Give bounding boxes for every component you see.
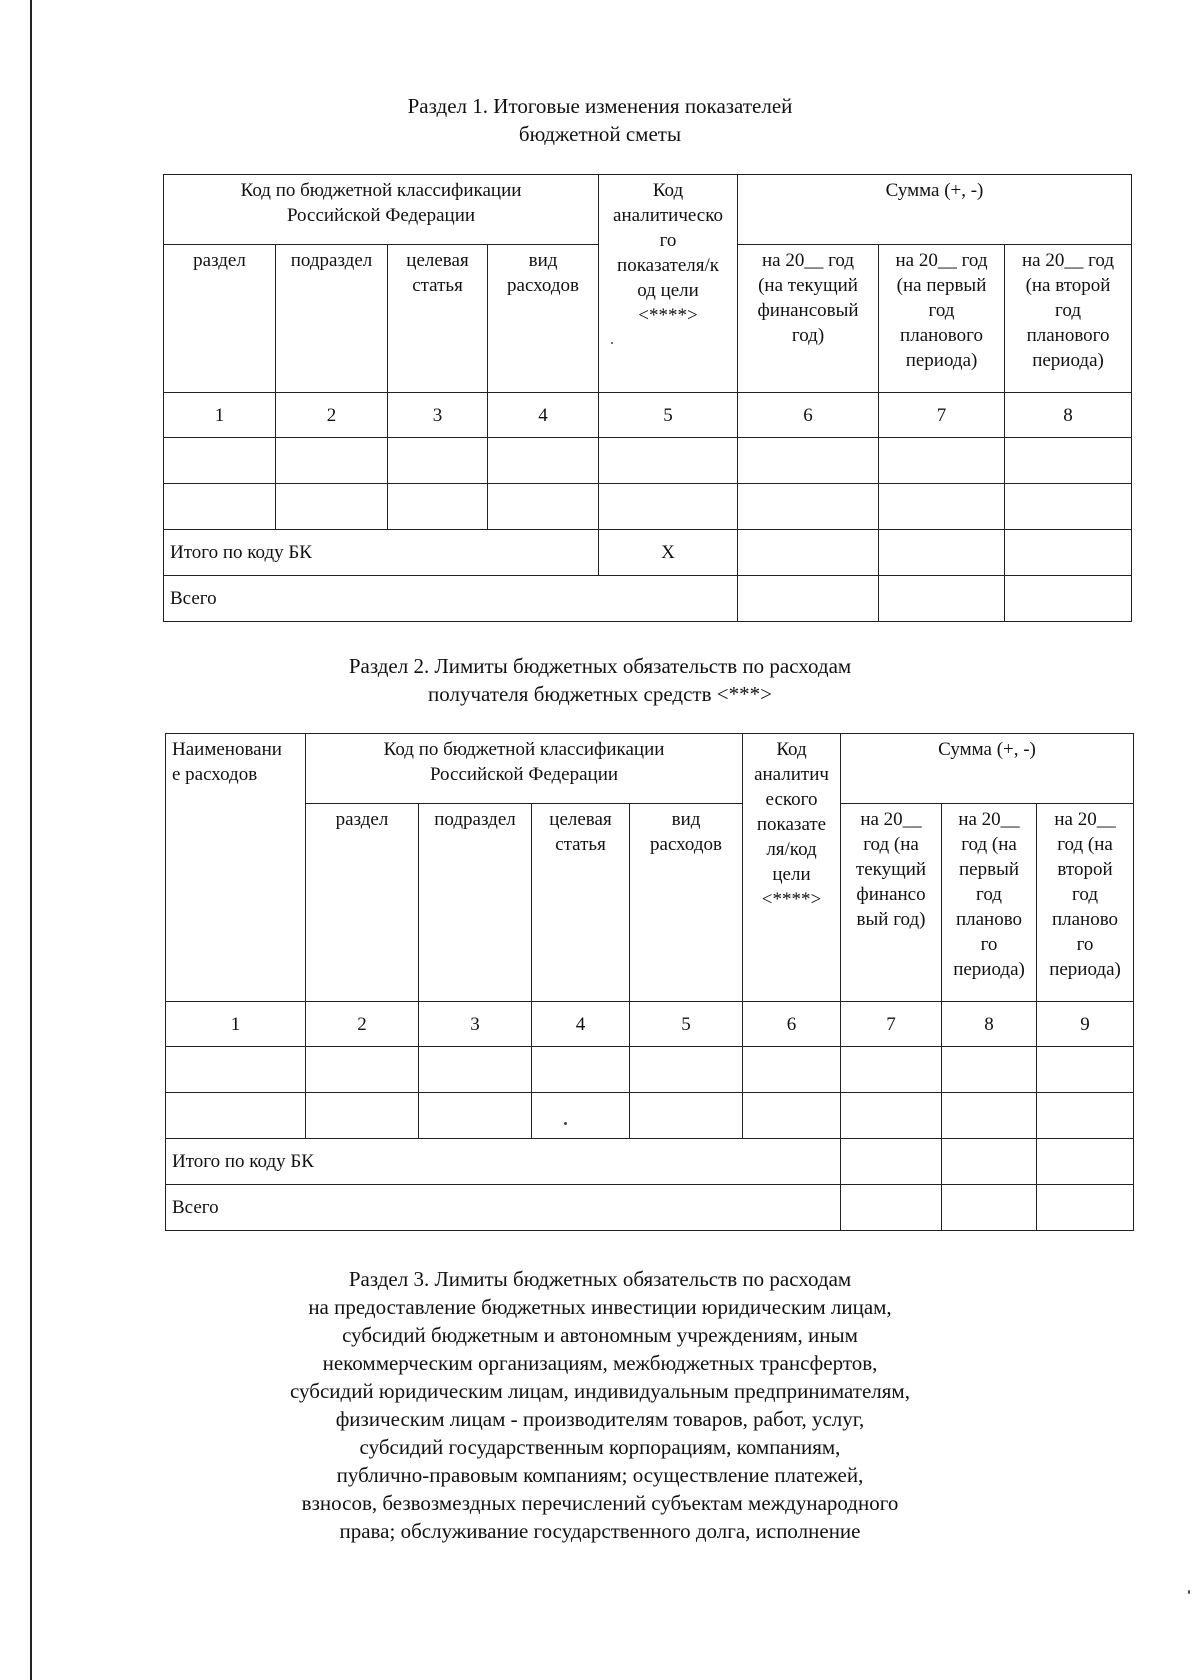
- s1-total-cell: [738, 530, 879, 576]
- s1-total-by-bk-label: Итого по коду БК: [164, 530, 599, 576]
- s2-header-razdel: раздел: [306, 804, 419, 1002]
- s2-col-number: 7: [841, 1002, 942, 1047]
- scan-speck: [611, 342, 613, 344]
- section2-heading-line2: получателя бюджетных средств <***>: [428, 682, 772, 706]
- scan-speck: [564, 1122, 567, 1125]
- section1-heading: [0, 92, 1200, 148]
- s1-header-sum-group: Сумма (+, -): [738, 175, 1132, 245]
- s1-grand-total-cell: [738, 576, 879, 622]
- s1-grand-total-label: Всего: [164, 576, 738, 622]
- s1-header-vid: вид расходов: [488, 245, 599, 393]
- s1-col-number: 5: [599, 393, 738, 438]
- section3-heading-line: некоммерческим организациям, межбюджетных трансфертов,: [322, 1351, 878, 1375]
- s2-header-year-current: на 20__ год (на текущий финансо вый год): [841, 804, 942, 1002]
- scan-speck: [1188, 1590, 1190, 1594]
- s2-grand-total-cell: [942, 1185, 1037, 1231]
- section3-heading-line: Раздел 3. Лимиты бюджетных обязательств по расходам: [348, 1267, 852, 1291]
- s1-grand-total-cell: [1005, 576, 1132, 622]
- s1-col-number: 6: [738, 393, 879, 438]
- s2-col-number: 4: [532, 1002, 630, 1047]
- s1-col-number: 4: [488, 393, 599, 438]
- s2-header-year-first: на 20__ год (на первый год планово го периода): [942, 804, 1037, 1002]
- s2-col-number: 5: [630, 1002, 743, 1047]
- section2-heading-line1: Раздел 2. Лимиты бюджетных обязательств по расходам: [348, 654, 852, 678]
- s1-col-number: 7: [879, 393, 1005, 438]
- s2-header-sum-group: Сумма (+, -): [841, 734, 1134, 804]
- s1-empty-row: [164, 438, 1132, 484]
- s2-col-number: 8: [942, 1002, 1037, 1047]
- s1-header-year-first: на 20__ год (на первый год планового периода): [879, 245, 1005, 393]
- s2-grand-total-label: Всего: [166, 1185, 841, 1231]
- section3-heading-line: взносов, безвозмездных перечислений субъектам международного: [301, 1491, 899, 1515]
- s1-header-analytic-code: Код аналитическо го показателя/к од цели <****>: [599, 175, 738, 393]
- s1-col-number: 3: [388, 393, 488, 438]
- section3-heading-line: субсидий юридическим лицам, индивидуальным предпринимателям,: [290, 1379, 910, 1403]
- section1-table: [163, 174, 1132, 622]
- s2-header-tselevaya: целевая статья: [532, 804, 630, 1002]
- s2-header-podrazdel: подраздел: [419, 804, 532, 1002]
- s2-empty-row: [166, 1047, 1134, 1093]
- s2-header-expense-name: Наименовани е расходов: [166, 734, 306, 1002]
- s1-header-year-second: на 20__ год (на второй год планового периода): [1005, 245, 1132, 393]
- s2-grand-total-cell: [841, 1185, 942, 1231]
- s2-col-number: 2: [306, 1002, 419, 1047]
- section1-heading-line1: Раздел 1. Итоговые изменения показателей: [407, 94, 793, 118]
- section3-heading-line: субсидий бюджетным и автономным учреждениям, иным: [342, 1323, 858, 1347]
- s1-total-cell: [879, 530, 1005, 576]
- s2-col-number: 1: [166, 1002, 306, 1047]
- s1-col-number: 1: [164, 393, 276, 438]
- s1-empty-row: [164, 484, 1132, 530]
- section2-heading: [0, 652, 1200, 708]
- s2-grand-total-cell: [1037, 1185, 1134, 1231]
- s1-header-tselevaya: целевая статья: [388, 245, 488, 393]
- section3-heading-line: на предоставление бюджетных инвестиции юридическим лицам,: [308, 1295, 892, 1319]
- s2-total-cell: [942, 1139, 1037, 1185]
- section3-heading: [0, 1265, 1200, 1545]
- s1-col-number: 2: [276, 393, 388, 438]
- s2-col-number: 6: [743, 1002, 841, 1047]
- s1-header-year-current: на 20__ год (на текущий финансовый год): [738, 245, 879, 393]
- s2-empty-row: [166, 1093, 1134, 1139]
- section1-heading-line2: бюджетной сметы: [518, 122, 682, 146]
- section2-table: [165, 733, 1134, 1231]
- s2-total-cell: [841, 1139, 942, 1185]
- s1-total-x-mark: X: [599, 530, 738, 576]
- s2-total-by-bk-label: Итого по коду БК: [166, 1139, 841, 1185]
- section3-heading-line: субсидий государственным корпорациям, компаниям,: [359, 1435, 841, 1459]
- s2-col-number: 9: [1037, 1002, 1134, 1047]
- s2-total-cell: [1037, 1139, 1134, 1185]
- s1-header-podrazdel: подраздел: [276, 245, 388, 393]
- section3-heading-line: публично-правовым компаниям; осуществление платежей,: [336, 1463, 864, 1487]
- s1-grand-total-cell: [879, 576, 1005, 622]
- section3-heading-line: физическим лицам - производителям товаров, работ, услуг,: [335, 1407, 865, 1431]
- s2-col-number: 3: [419, 1002, 532, 1047]
- s1-total-cell: [1005, 530, 1132, 576]
- s1-header-razdel: раздел: [164, 245, 276, 393]
- s2-header-year-second: на 20__ год (на второй год планово го периода): [1037, 804, 1134, 1002]
- s1-col-number: 8: [1005, 393, 1132, 438]
- s2-header-vid: вид расходов: [630, 804, 743, 1002]
- s1-header-bk-group: Код по бюджетной классификации Российской Федерации: [164, 175, 599, 245]
- section3-heading-line: права; обслуживание государственного долга, исполнение: [339, 1519, 861, 1543]
- s2-header-bk-group: Код по бюджетной классификации Российской Федерации: [306, 734, 743, 804]
- s2-header-analytic-code: Код аналитич еского показате ля/код цели <****>: [743, 734, 841, 1002]
